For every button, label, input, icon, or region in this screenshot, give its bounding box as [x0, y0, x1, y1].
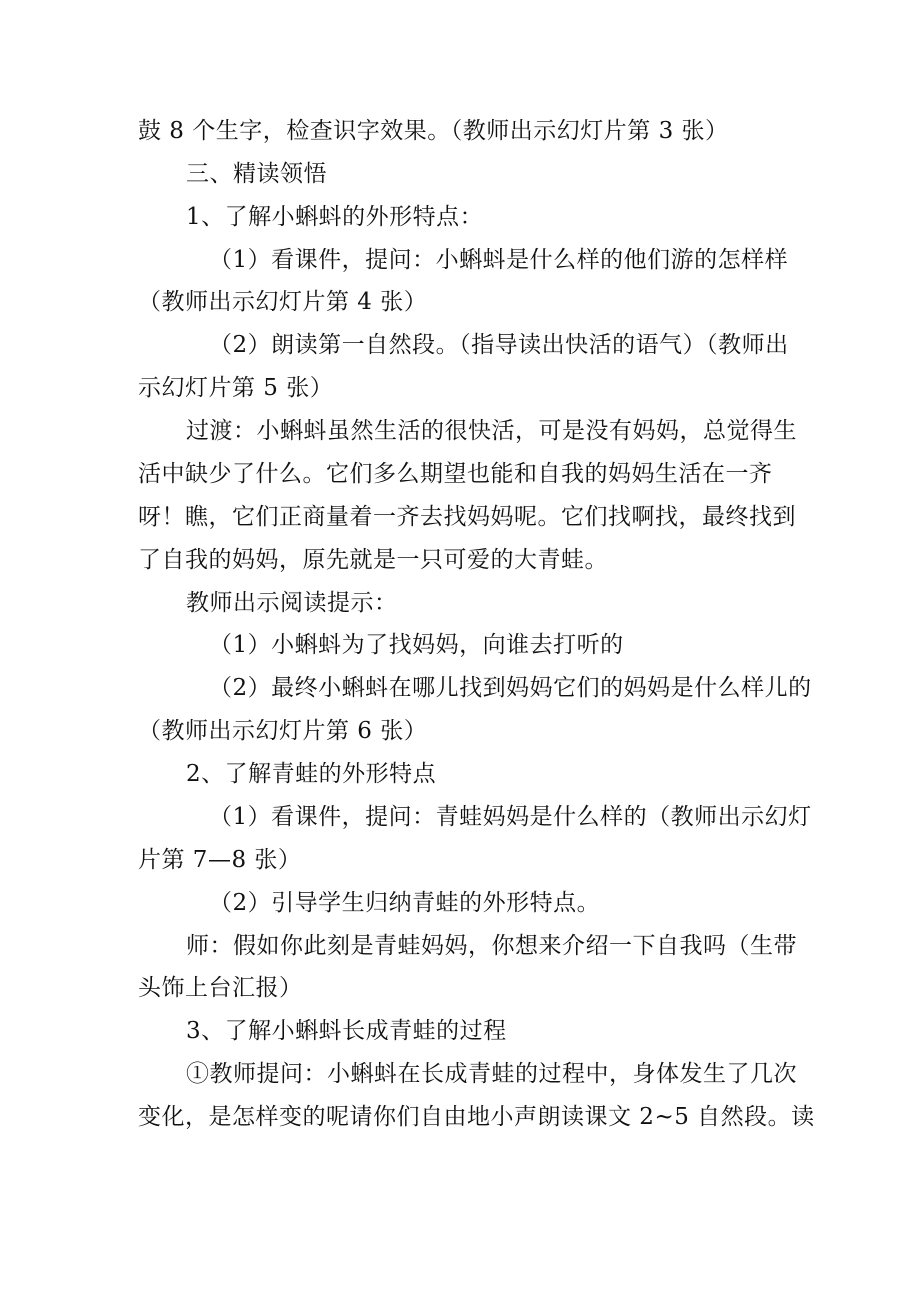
text-line: 片第 7—8 张）	[138, 847, 302, 873]
text-line: ①教师提问：小蝌蚪在长成青蛙的过程中，身体发生了几次	[186, 1061, 797, 1087]
text-line: 示幻灯片第 5 张）	[138, 375, 334, 401]
text-line: 活中缺少了什么。它们多么期望也能和自我的妈妈生活在一齐	[138, 461, 773, 487]
text-line: （教师出示幻灯片第 4 张）	[138, 289, 428, 315]
text-line: 呀！瞧，它们正商量着一齐去找妈妈呢。它们找啊找，最终找到	[138, 504, 796, 530]
text-line: 变化，是怎样变的呢请你们自由地小声朗读课文 2~5 自然段。读	[138, 1104, 815, 1130]
text-line: （2）朗读第一自然段。（指导读出快活的语气）（教师出	[209, 332, 789, 358]
text-line: （教师出示幻灯片第 6 张）	[138, 718, 428, 744]
subsection-heading: 2、了解青蛙的外形特点	[186, 761, 437, 787]
text-line: 鼓 8 个生字，检查识字效果。（教师出示幻灯片第 3 张）	[138, 118, 729, 144]
text-line: （1）看课件，提问：青蛙妈妈是什么样的（教师出示幻灯	[209, 804, 812, 830]
text-line: 教师出示阅读提示：	[186, 590, 398, 616]
section-heading: 三、精读领悟	[186, 161, 327, 187]
text-line: （2）最终小蝌蚪在哪儿找到妈妈它们的妈妈是什么样儿的	[209, 675, 812, 701]
subsection-heading: 3、了解小蝌蚪长成青蛙的过程	[186, 1018, 507, 1044]
text-line: （1）小蝌蚪为了找妈妈，向谁去打听的	[209, 632, 624, 658]
text-line: 头饰上台汇报）	[138, 975, 303, 1001]
text-line: （2）引导学生归纳青蛙的外形特点。	[209, 890, 601, 916]
text-line: （1）看课件，提问：小蝌蚪是什么样的他们游的怎样样	[209, 247, 789, 273]
text-line: 了自我的妈妈，原先就是一只可爱的大青蛙。	[138, 547, 608, 573]
subsection-heading: 1、了解小蝌蚪的外形特点：	[186, 204, 484, 230]
text-line: 师：假如你此刻是青蛙妈妈，你想来介绍一下自我吗（生带	[186, 933, 797, 959]
text-line: 过渡：小蝌蚪虽然生活的很快活，可是没有妈妈，总觉得生	[186, 418, 797, 444]
